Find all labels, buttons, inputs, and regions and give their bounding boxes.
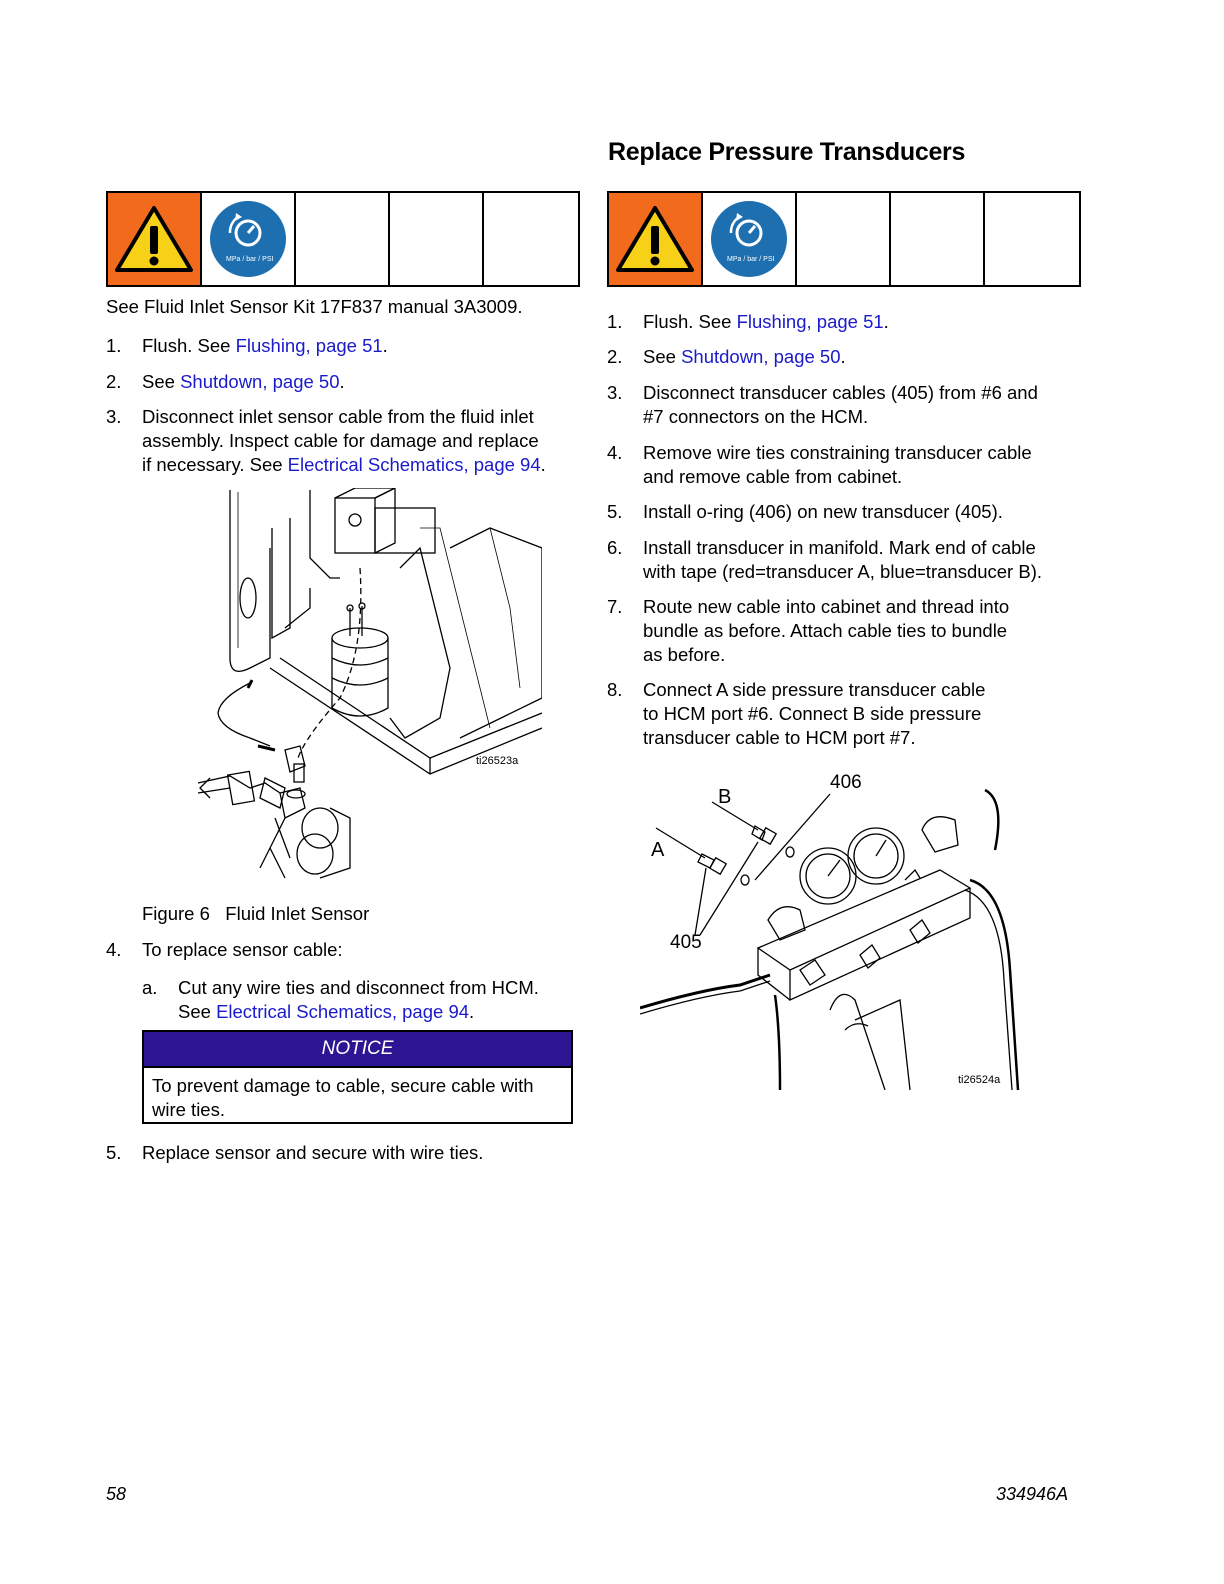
warning-triangle-icon	[114, 204, 194, 274]
step-number: 1.	[106, 335, 122, 356]
pressure-relief-icon	[709, 199, 789, 279]
step-text-line: Route new cable into cabinet and thread into	[643, 596, 1010, 617]
warning-cell	[108, 193, 202, 285]
callout-b: B	[718, 786, 732, 808]
substep-letter: a.	[142, 977, 158, 998]
empty-symbol-cell	[985, 193, 1079, 285]
step-text-line: Connect A side pressure transducer cable	[643, 679, 986, 700]
figure-caption	[142, 903, 369, 925]
figure-number: Figure 6	[142, 903, 210, 924]
shutdown-link[interactable]: Shutdown, page 50	[681, 346, 841, 367]
step-number: 5.	[106, 1142, 122, 1163]
step-text-line: See	[178, 1001, 217, 1022]
step-number: 1.	[607, 311, 623, 332]
notice-body	[144, 1068, 571, 1128]
step-text-line: if necessary. See	[142, 454, 288, 475]
document-number: 334946A	[996, 1484, 1069, 1504]
notice-box	[142, 1030, 573, 1124]
fluid-inlet-sensor-figure	[190, 488, 542, 884]
step-number: 2.	[607, 346, 623, 367]
step-text-end: .	[382, 335, 388, 356]
step-text: To replace sensor cable:	[142, 939, 343, 960]
pressure-relief-icon	[208, 199, 288, 279]
warning-cell	[609, 193, 703, 285]
step-text: See	[142, 371, 181, 392]
page-number: 58	[106, 1484, 127, 1504]
step-text-line: #7 connectors on the HCM.	[643, 406, 869, 427]
pressure-units-label: MPa / bar / PSI	[226, 256, 274, 263]
empty-symbol-cell	[797, 193, 891, 285]
step-text-end: .	[840, 346, 846, 367]
step-text-line: transducer cable to HCM port #7.	[643, 727, 916, 748]
step-text: See	[643, 346, 682, 367]
warning-triangle-icon	[615, 204, 695, 274]
figure-title: Fluid Inlet Sensor	[225, 903, 370, 924]
step-text-line: Install transducer in manifold. Mark end of cable	[643, 537, 1036, 558]
flushing-link[interactable]: Flushing, page 51	[736, 311, 884, 332]
step-text-line: with tape (red=transducer A, blue=transducer B).	[643, 561, 1042, 582]
callout-406: 406	[830, 772, 862, 793]
empty-symbol-cell	[891, 193, 985, 285]
step-text-line: Install o-ring (406) on new transducer (405).	[643, 501, 1003, 522]
shutdown-link[interactable]: Shutdown, page 50	[180, 371, 340, 392]
electrical-schematics-link[interactable]: Electrical Schematics, page 94	[287, 454, 541, 475]
step-number: 8.	[607, 679, 623, 700]
step-text: Flush. See	[643, 311, 737, 332]
step-text-line: assembly. Inspect cable for damage and replace	[142, 430, 539, 451]
step-text-line: Cut any wire ties and disconnect from HCM.	[178, 977, 539, 998]
hazard-symbol-table-left	[106, 191, 580, 287]
step-number: 5.	[607, 501, 623, 522]
step-text-end: .	[540, 454, 546, 475]
callout-a: A	[651, 839, 665, 861]
step-number: 6.	[607, 537, 623, 558]
step-number: 4.	[607, 442, 623, 463]
section-title: Replace Pressure Transducers	[608, 138, 966, 166]
step-text: Flush. See	[142, 335, 236, 356]
pressure-relief-cell	[703, 193, 797, 285]
step-text-end: .	[469, 1001, 475, 1022]
electrical-schematics-link[interactable]: Electrical Schematics, page 94	[216, 1001, 470, 1022]
empty-symbol-cell	[296, 193, 390, 285]
step-text-line: Disconnect inlet sensor cable from the fluid inlet	[142, 406, 534, 427]
empty-symbol-cell	[390, 193, 484, 285]
figure-id-label: ti26523a	[476, 755, 519, 767]
hazard-symbol-table-right	[607, 191, 1081, 287]
intro-text: See Fluid Inlet Sensor Kit 17F837 manual 3A3009.	[106, 296, 523, 317]
step-text-line: Remove wire ties constraining transducer cable	[643, 442, 1032, 463]
step-number: 4.	[106, 939, 122, 960]
pressure-transducer-figure	[640, 770, 1040, 1090]
flushing-link[interactable]: Flushing, page 51	[235, 335, 383, 356]
step-text-line: to HCM port #6. Connect B side pressure	[643, 703, 982, 724]
step-text: Replace sensor and secure with wire ties.	[142, 1142, 484, 1163]
notice-title: NOTICE	[144, 1032, 571, 1068]
empty-symbol-cell	[484, 193, 578, 285]
step-text-line: and remove cable from cabinet.	[643, 466, 903, 487]
figure-id-label: ti26524a	[958, 1074, 1001, 1086]
pressure-relief-cell	[202, 193, 296, 285]
pressure-units-label: MPa / bar / PSI	[727, 256, 775, 263]
notice-text-line: To prevent damage to cable, secure cable with	[152, 1075, 534, 1096]
step-text-end: .	[339, 371, 345, 392]
step-text-line: bundle as before. Attach cable ties to bundle	[643, 620, 1008, 641]
step-number: 3.	[607, 382, 623, 403]
step-number: 2.	[106, 371, 122, 392]
step-number: 7.	[607, 596, 623, 617]
callout-405: 405	[670, 932, 702, 953]
step-number: 3.	[106, 406, 122, 427]
step-text-end: .	[883, 311, 889, 332]
step-text-line: as before.	[643, 644, 726, 665]
notice-text-line: wire ties.	[152, 1099, 225, 1120]
step-text-line: Disconnect transducer cables (405) from #6 and	[643, 382, 1038, 403]
